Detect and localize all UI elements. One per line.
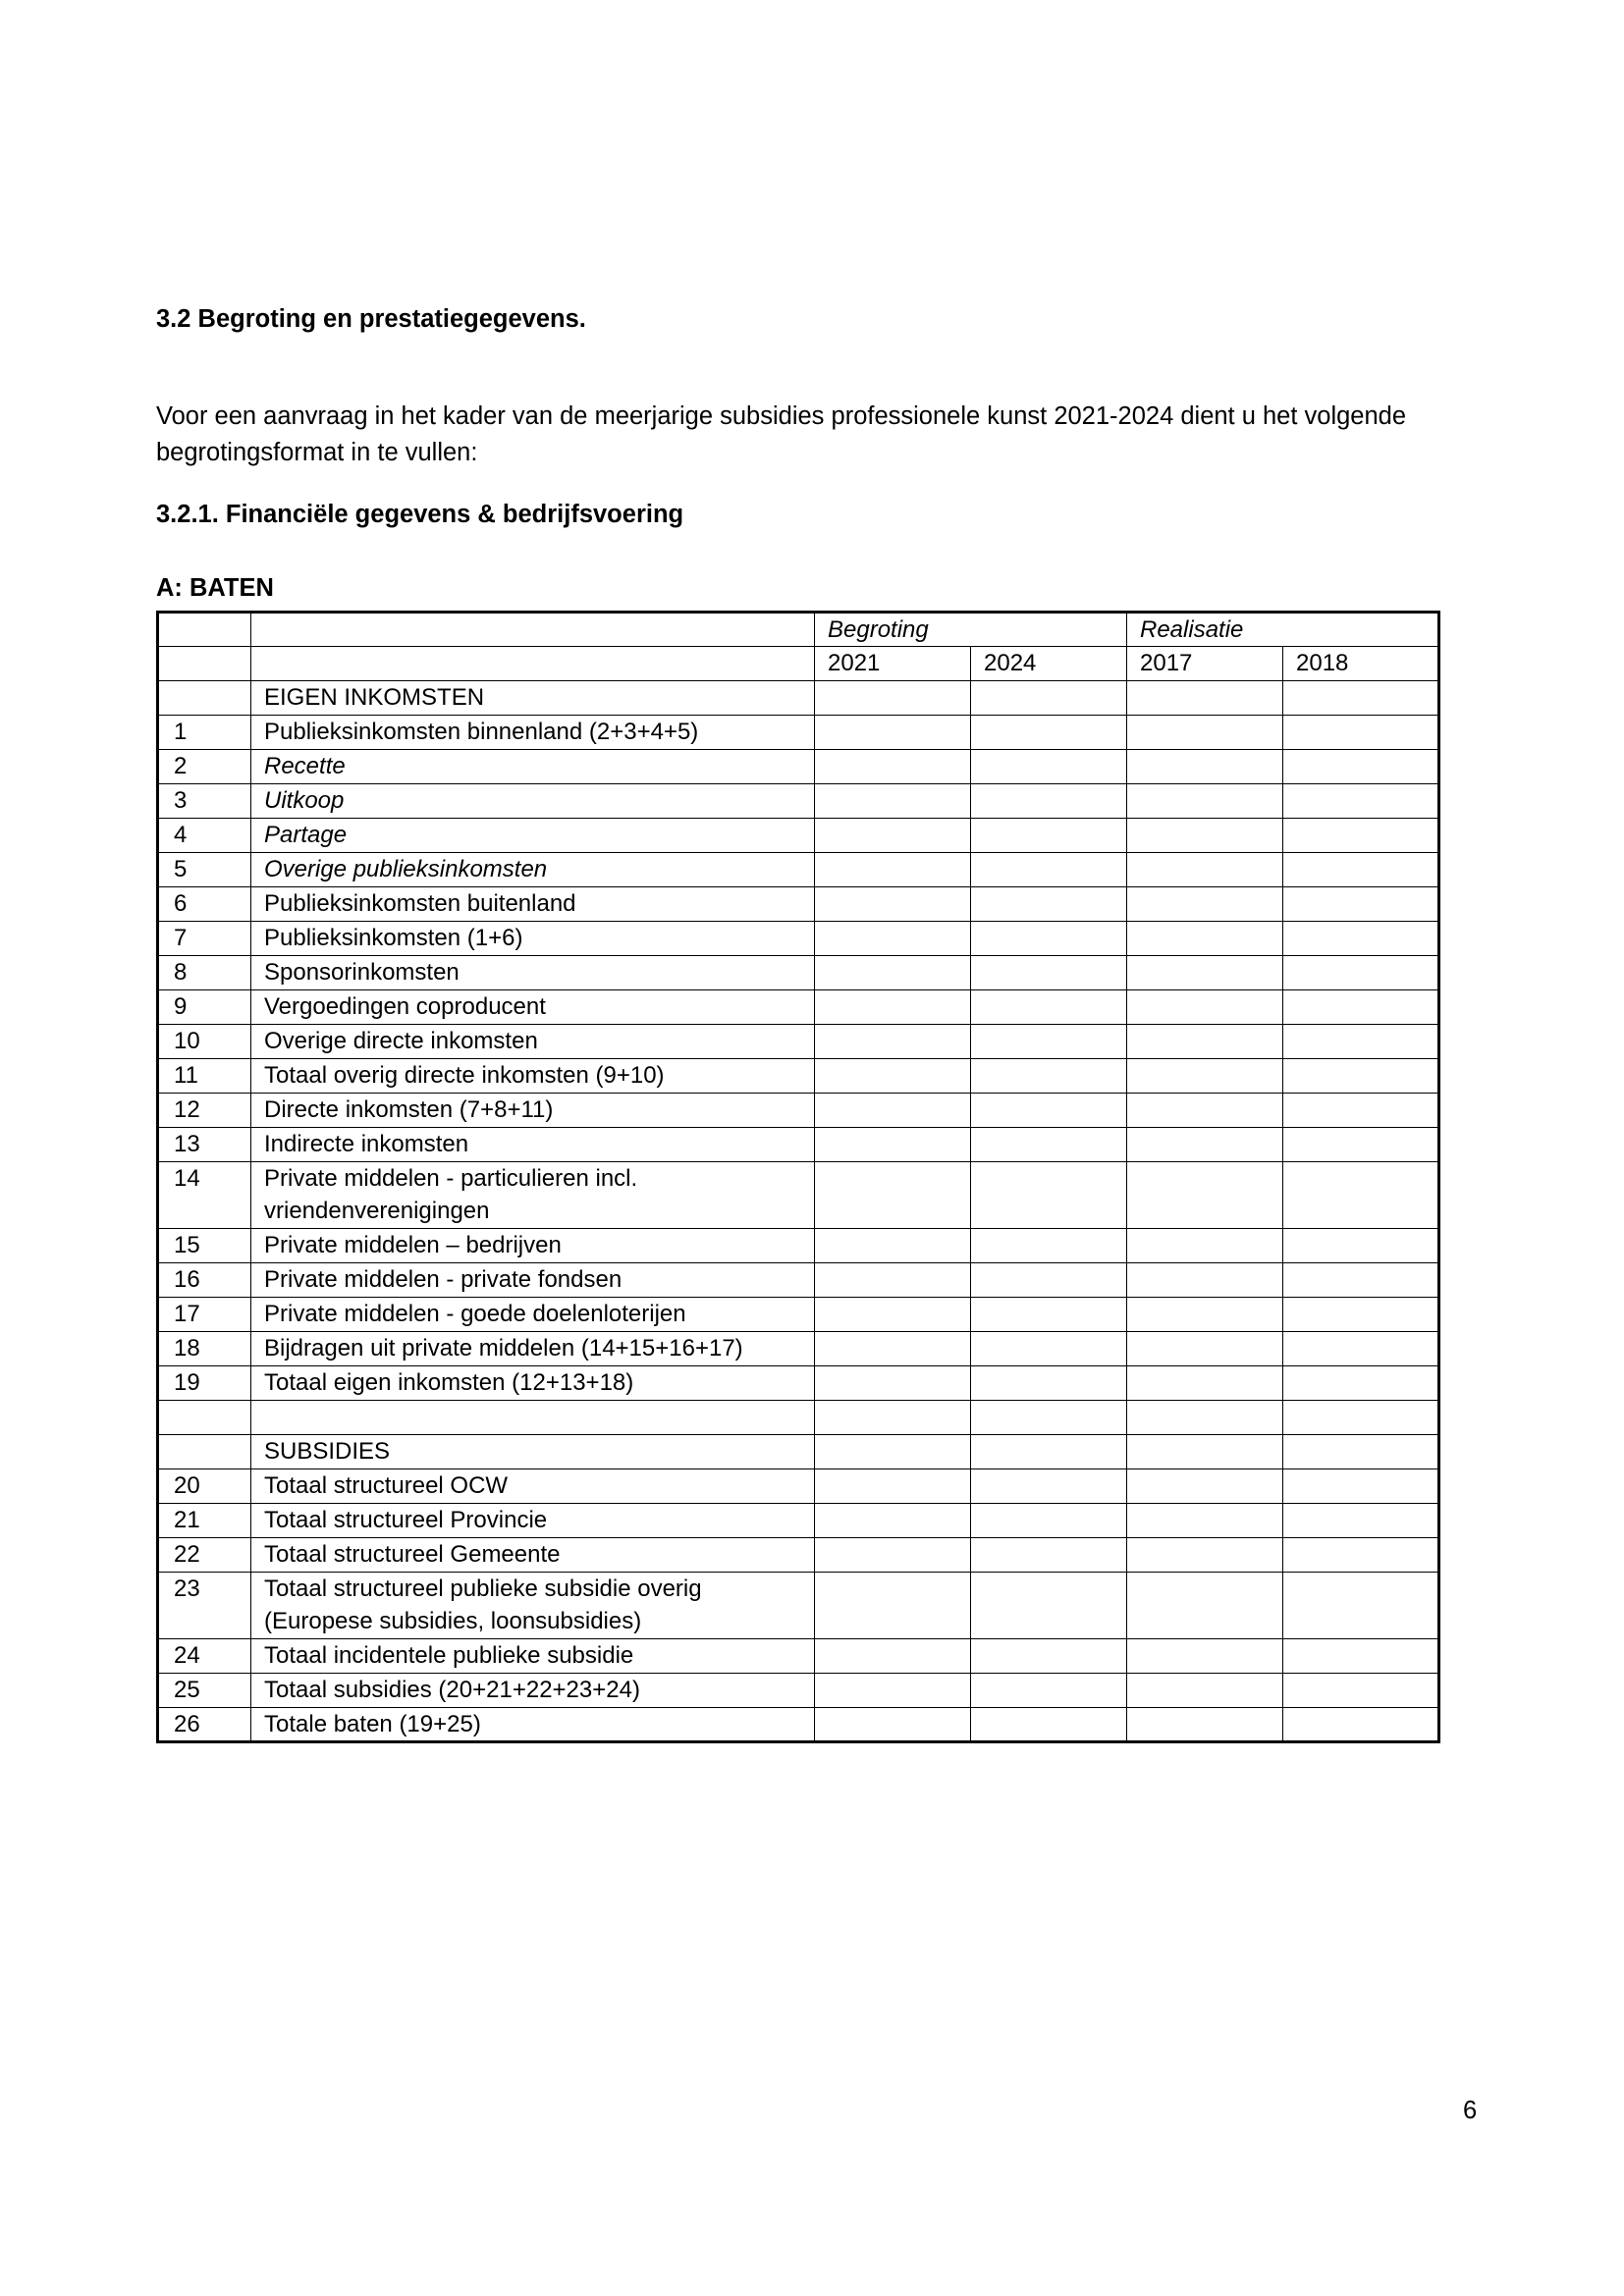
- row-label: Totaal structureel OCW: [251, 1469, 815, 1504]
- begroting-2024-cell: [971, 1162, 1127, 1229]
- row-label: Vergoedingen coproducent: [251, 990, 815, 1025]
- begroting-2021-cell: [815, 1263, 971, 1298]
- begroting-2024-cell: [971, 1504, 1127, 1538]
- row-label: Private middelen - private fondsen: [251, 1263, 815, 1298]
- begroting-2021-cell: [815, 1298, 971, 1332]
- row-number: [158, 681, 251, 716]
- realisatie-2018-cell: [1283, 716, 1439, 750]
- begroting-2021-cell: [815, 1573, 971, 1639]
- begroting-2021-cell: [815, 1708, 971, 1742]
- table-row: [158, 1674, 1439, 1708]
- begroting-2021-cell: [815, 1366, 971, 1401]
- begroting-2024-cell: [971, 1401, 1127, 1435]
- begroting-2021-cell: [815, 1059, 971, 1094]
- begroting-2024-cell: [971, 1059, 1127, 1094]
- row-number: 20: [158, 1469, 251, 1504]
- table-row: [158, 681, 1439, 716]
- realisatie-2018-cell: [1283, 784, 1439, 819]
- begroting-2021-cell: [815, 1229, 971, 1263]
- realisatie-2018-cell: [1283, 990, 1439, 1025]
- row-number: 26: [158, 1708, 251, 1742]
- intro-paragraph: Voor een aanvraag in het kader van de meerjarige subsidies professionele kunst 2021-2024 dient u het volgende begrotingsformat in te vullen:: [156, 402, 1407, 466]
- realisatie-2017-cell: [1127, 716, 1283, 750]
- begroting-2024-cell: [971, 853, 1127, 887]
- begroting-2024-cell: [971, 1025, 1127, 1059]
- row-label: [251, 1401, 815, 1435]
- begroting-2021-cell: [815, 1469, 971, 1504]
- empty-header-cell: [251, 613, 815, 647]
- row-label: Totale baten (19+25): [251, 1708, 815, 1742]
- row-label: Totaal structureel Provincie: [251, 1504, 815, 1538]
- begroting-2024-cell: [971, 1573, 1127, 1639]
- row-number: 10: [158, 1025, 251, 1059]
- realisatie-2017-cell: [1127, 681, 1283, 716]
- row-label: Partage: [251, 819, 815, 853]
- row-label: Bijdragen uit private middelen (14+15+16+17): [251, 1332, 815, 1366]
- realisatie-2017-cell: [1127, 887, 1283, 922]
- table-row: [158, 1094, 1439, 1128]
- row-label: SUBSIDIES: [251, 1435, 815, 1469]
- row-number: 9: [158, 990, 251, 1025]
- row-number: 1: [158, 716, 251, 750]
- realisatie-2017-cell: [1127, 784, 1283, 819]
- realisatie-2018-cell: [1283, 1094, 1439, 1128]
- row-label: EIGEN INKOMSTEN: [251, 681, 815, 716]
- begroting-2021-cell: [815, 1504, 971, 1538]
- realisatie-2017-cell: [1127, 853, 1283, 887]
- begroting-2021-cell: [815, 784, 971, 819]
- realisatie-2017-cell: [1127, 750, 1283, 784]
- row-label: Publieksinkomsten (1+6): [251, 922, 815, 956]
- realisatie-2018-cell: [1283, 1435, 1439, 1469]
- begroting-2024-cell: [971, 956, 1127, 990]
- row-number: 7: [158, 922, 251, 956]
- row-number: 11: [158, 1059, 251, 1094]
- table-row: [158, 819, 1439, 853]
- realisatie-2017-cell: [1127, 1674, 1283, 1708]
- row-label: Publieksinkomsten buitenland: [251, 887, 815, 922]
- section-heading: 3.2 Begroting en prestatiegegevens.: [156, 305, 586, 333]
- begroting-2021-cell: [815, 819, 971, 853]
- begroting-2021-cell: [815, 716, 971, 750]
- row-number: 12: [158, 1094, 251, 1128]
- realisatie-2017-cell: [1127, 1128, 1283, 1162]
- table-year-header-row: [158, 647, 1439, 681]
- row-number: [158, 1435, 251, 1469]
- realisatie-2017-cell: [1127, 956, 1283, 990]
- begroting-2021-cell: [815, 922, 971, 956]
- row-label: Recette: [251, 750, 815, 784]
- table-row: [158, 1469, 1439, 1504]
- begroting-2021-cell: [815, 887, 971, 922]
- row-number: 6: [158, 887, 251, 922]
- realisatie-2018-cell: [1283, 1708, 1439, 1742]
- row-label: Totaal overig directe inkomsten (9+10): [251, 1059, 815, 1094]
- realisatie-2017-cell: [1127, 1538, 1283, 1573]
- table-row: [158, 990, 1439, 1025]
- realisatie-2018-cell: [1283, 1298, 1439, 1332]
- realisatie-2018-cell: [1283, 1025, 1439, 1059]
- begroting-2024-cell: [971, 1366, 1127, 1401]
- row-number: 21: [158, 1504, 251, 1538]
- table-row: [158, 1366, 1439, 1401]
- realisatie-2018-cell: [1283, 1639, 1439, 1674]
- realisatie-2017-cell: [1127, 1469, 1283, 1504]
- begroting-2024-cell: [971, 681, 1127, 716]
- begroting-2021-cell: [815, 1162, 971, 1229]
- table-row: [158, 887, 1439, 922]
- realisatie-2018-cell: [1283, 819, 1439, 853]
- row-label: Private middelen – bedrijven: [251, 1229, 815, 1263]
- begroting-2021-cell: [815, 1674, 971, 1708]
- table-row: [158, 1162, 1439, 1229]
- begroting-2024-cell: [971, 1298, 1127, 1332]
- begroting-2024-cell: [971, 1538, 1127, 1573]
- realisatie-2017-cell: [1127, 1298, 1283, 1332]
- year-header-realisatie-2018: 2018: [1283, 647, 1439, 681]
- row-number: 24: [158, 1639, 251, 1674]
- begroting-2021-cell: [815, 1332, 971, 1366]
- begroting-2021-cell: [815, 1128, 971, 1162]
- begroting-2024-cell: [971, 1229, 1127, 1263]
- begroting-2021-cell: [815, 1094, 971, 1128]
- table-row: [158, 750, 1439, 784]
- table-row: [158, 1639, 1439, 1674]
- realisatie-2018-cell: [1283, 1332, 1439, 1366]
- realisatie-2017-cell: [1127, 1573, 1283, 1639]
- realisatie-2018-cell: [1283, 1263, 1439, 1298]
- row-label: Totaal eigen inkomsten (12+13+18): [251, 1366, 815, 1401]
- realisatie-2018-cell: [1283, 956, 1439, 990]
- realisatie-2018-cell: [1283, 1162, 1439, 1229]
- row-number: 15: [158, 1229, 251, 1263]
- begroting-2021-cell: [815, 1401, 971, 1435]
- realisatie-2017-cell: [1127, 1162, 1283, 1229]
- begroting-2021-cell: [815, 1435, 971, 1469]
- realisatie-2018-cell: [1283, 750, 1439, 784]
- empty-header-cell: [158, 613, 251, 647]
- realisatie-2018-cell: [1283, 1366, 1439, 1401]
- row-number: 22: [158, 1538, 251, 1573]
- begroting-2024-cell: [971, 716, 1127, 750]
- begroting-2021-cell: [815, 681, 971, 716]
- table-row: [158, 922, 1439, 956]
- subsection-heading: 3.2.1. Financiële gegevens & bedrijfsvoering: [156, 501, 684, 528]
- table-heading: A: BATEN: [156, 574, 274, 602]
- year-header-realisatie-2017: 2017: [1127, 647, 1283, 681]
- row-label: Totaal structureel Gemeente: [251, 1538, 815, 1573]
- realisatie-2018-cell: [1283, 1573, 1439, 1639]
- row-label: Publieksinkomsten binnenland (2+3+4+5): [251, 716, 815, 750]
- row-label: Uitkoop: [251, 784, 815, 819]
- table-row: [158, 1435, 1439, 1469]
- table-row: [158, 1298, 1439, 1332]
- row-number: [158, 1401, 251, 1435]
- row-number: 25: [158, 1674, 251, 1708]
- row-label: Totaal incidentele publieke subsidie: [251, 1639, 815, 1674]
- row-number: 13: [158, 1128, 251, 1162]
- begroting-2024-cell: [971, 1708, 1127, 1742]
- row-label: Overige publieksinkomsten: [251, 853, 815, 887]
- table-row: [158, 1059, 1439, 1094]
- begroting-2021-cell: [815, 990, 971, 1025]
- realisatie-2017-cell: [1127, 1094, 1283, 1128]
- realisatie-header: Realisatie: [1127, 613, 1439, 647]
- begroting-2024-cell: [971, 1332, 1127, 1366]
- year-header-begroting-2024: 2024: [971, 647, 1127, 681]
- table-row: [158, 956, 1439, 990]
- table-row: [158, 1128, 1439, 1162]
- row-number: 8: [158, 956, 251, 990]
- realisatie-2017-cell: [1127, 1504, 1283, 1538]
- realisatie-2018-cell: [1283, 853, 1439, 887]
- row-number: 4: [158, 819, 251, 853]
- realisatie-2017-cell: [1127, 1708, 1283, 1742]
- table-row: [158, 1025, 1439, 1059]
- begroting-2024-cell: [971, 1639, 1127, 1674]
- begroting-2024-cell: [971, 1094, 1127, 1128]
- row-number: 19: [158, 1366, 251, 1401]
- realisatie-2018-cell: [1283, 1674, 1439, 1708]
- realisatie-2017-cell: [1127, 1025, 1283, 1059]
- row-label: Overige directe inkomsten: [251, 1025, 815, 1059]
- realisatie-2018-cell: [1283, 1059, 1439, 1094]
- table-row: [158, 853, 1439, 887]
- row-label: Indirecte inkomsten: [251, 1128, 815, 1162]
- begroting-2021-cell: [815, 853, 971, 887]
- page-number: 6: [1463, 2097, 1478, 2124]
- row-number: 5: [158, 853, 251, 887]
- table-row: [158, 1504, 1439, 1538]
- realisatie-2017-cell: [1127, 1059, 1283, 1094]
- table-row: [158, 784, 1439, 819]
- realisatie-2017-cell: [1127, 1229, 1283, 1263]
- row-label: Sponsorinkomsten: [251, 956, 815, 990]
- row-number: 14: [158, 1162, 251, 1229]
- realisatie-2018-cell: [1283, 1401, 1439, 1435]
- realisatie-2018-cell: [1283, 1229, 1439, 1263]
- table-row: [158, 1401, 1439, 1435]
- row-number: 16: [158, 1263, 251, 1298]
- begroting-header: Begroting: [815, 613, 1127, 647]
- realisatie-2018-cell: [1283, 887, 1439, 922]
- row-number: 18: [158, 1332, 251, 1366]
- realisatie-2017-cell: [1127, 819, 1283, 853]
- begroting-2024-cell: [971, 1263, 1127, 1298]
- table-body: [158, 681, 1439, 1742]
- realisatie-2017-cell: [1127, 1401, 1283, 1435]
- realisatie-2018-cell: [1283, 1469, 1439, 1504]
- table-row: [158, 1708, 1439, 1742]
- begroting-2021-cell: [815, 1538, 971, 1573]
- realisatie-2017-cell: [1127, 1332, 1283, 1366]
- realisatie-2017-cell: [1127, 1639, 1283, 1674]
- year-header-begroting-2021: 2021: [815, 647, 971, 681]
- baten-table: [156, 611, 1440, 1743]
- empty-header-cell: [158, 647, 251, 681]
- realisatie-2018-cell: [1283, 681, 1439, 716]
- table-group-header-row: [158, 613, 1439, 647]
- realisatie-2018-cell: [1283, 1538, 1439, 1573]
- begroting-2024-cell: [971, 1435, 1127, 1469]
- begroting-2024-cell: [971, 1674, 1127, 1708]
- row-number: 23: [158, 1573, 251, 1639]
- realisatie-2018-cell: [1283, 922, 1439, 956]
- table-row: [158, 1332, 1439, 1366]
- table-row: [158, 1538, 1439, 1573]
- realisatie-2017-cell: [1127, 922, 1283, 956]
- row-label: Totaal structureel publieke subsidie overig (Europese subsidies, loonsubsidies): [251, 1573, 815, 1639]
- row-label: Totaal subsidies (20+21+22+23+24): [251, 1674, 815, 1708]
- row-label: Directe inkomsten (7+8+11): [251, 1094, 815, 1128]
- begroting-2021-cell: [815, 956, 971, 990]
- realisatie-2017-cell: [1127, 990, 1283, 1025]
- realisatie-2018-cell: [1283, 1128, 1439, 1162]
- begroting-2024-cell: [971, 819, 1127, 853]
- row-number: 2: [158, 750, 251, 784]
- begroting-2024-cell: [971, 1128, 1127, 1162]
- begroting-2024-cell: [971, 750, 1127, 784]
- begroting-2024-cell: [971, 784, 1127, 819]
- begroting-2024-cell: [971, 922, 1127, 956]
- table-row: [158, 1263, 1439, 1298]
- realisatie-2017-cell: [1127, 1435, 1283, 1469]
- row-label: Private middelen - particulieren incl. vriendenverenigingen: [251, 1162, 815, 1229]
- begroting-2021-cell: [815, 1639, 971, 1674]
- table-row: [158, 1573, 1439, 1639]
- begroting-2021-cell: [815, 1025, 971, 1059]
- row-label: Private middelen - goede doelenloterijen: [251, 1298, 815, 1332]
- begroting-2024-cell: [971, 887, 1127, 922]
- realisatie-2018-cell: [1283, 1504, 1439, 1538]
- begroting-2024-cell: [971, 990, 1127, 1025]
- realisatie-2017-cell: [1127, 1366, 1283, 1401]
- table-row: [158, 716, 1439, 750]
- begroting-2021-cell: [815, 750, 971, 784]
- row-number: 3: [158, 784, 251, 819]
- table-row: [158, 1229, 1439, 1263]
- row-number: 17: [158, 1298, 251, 1332]
- realisatie-2017-cell: [1127, 1263, 1283, 1298]
- begroting-2024-cell: [971, 1469, 1127, 1504]
- empty-header-cell: [251, 647, 815, 681]
